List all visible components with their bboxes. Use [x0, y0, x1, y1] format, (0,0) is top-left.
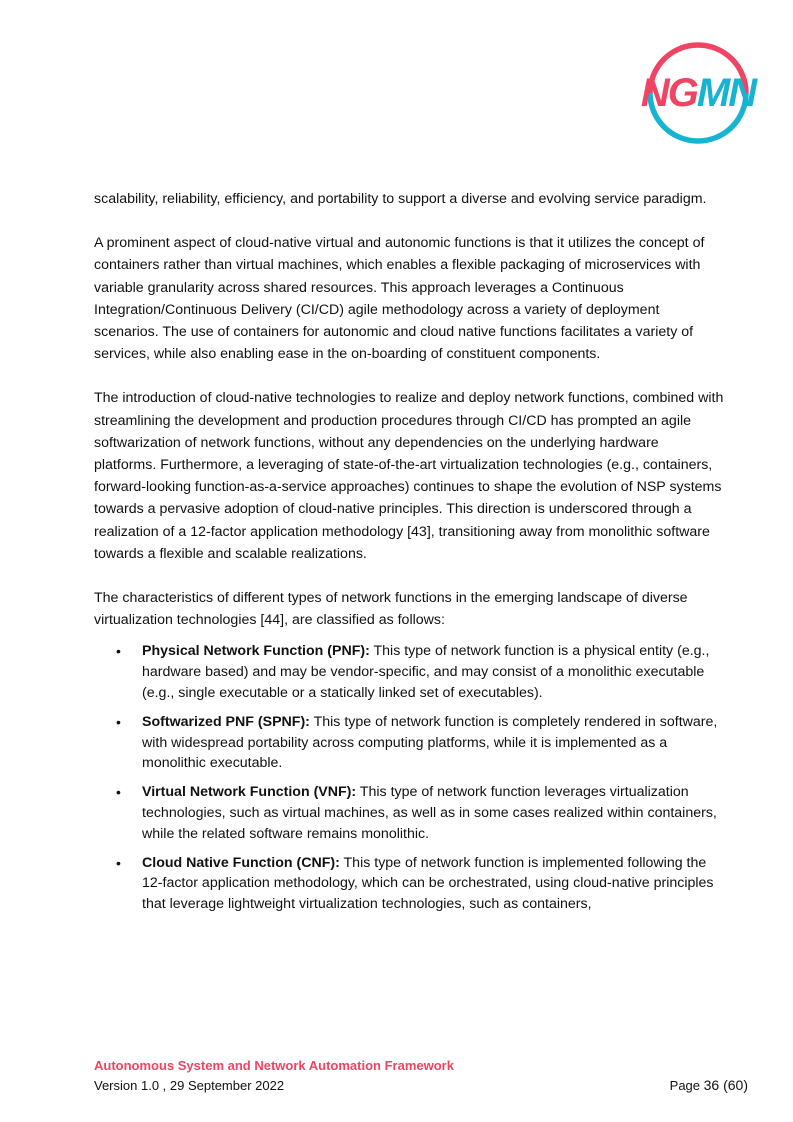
footer-version: Version 1.0 , 29 September 2022	[94, 1078, 285, 1093]
footer-document-title: Autonomous System and Network Automation Framework	[94, 1058, 454, 1073]
list-item-term: Cloud Native Function (CNF):	[142, 854, 340, 871]
list-item-pnf	[94, 641, 724, 703]
list-item-cnf	[94, 853, 724, 915]
list-item-term: Virtual Network Function (VNF):	[142, 784, 357, 801]
list-item-text: This type of network function is a physical entity (e.g., hardware based) and may be vendor-specific, and may consist of a monolithic executable (e.g., single executable or a statically linked set of executables).	[142, 643, 710, 702]
list-item-spnf	[94, 712, 724, 774]
paragraph: A prominent aspect of cloud-native virtual and autonomic functions is that it utilizes the concept of containers rather than virtual machines, which enables a flexible packaging of microservices with variable granularity across shared resources. This approach leverages a Continuous Integration/Continuous Delivery (CI/CD) agile methodology across a variety of deployment scenarios. The use of containers for autonomic and cloud native functions facilitates a variety of services, while also enabling ease in the on-boarding of constituent components.	[94, 235, 705, 363]
logo-text	[636, 69, 760, 117]
list-item-term: Physical Network Function (PNF):	[142, 643, 370, 660]
paragraph: The characteristics of different types of network functions in the emerging landscape of diverse virtualization technologies [44], are classified as follows:	[94, 590, 688, 629]
logo-text-mn: MN	[696, 71, 756, 115]
page-body	[94, 188, 724, 923]
logo-text-ng: NG	[640, 71, 697, 115]
page-label: Page	[669, 1078, 704, 1093]
list-item-text: This type of network function is completely rendered in software, with widespread portability across computing platforms, while it is implemented as a monolithic executable.	[142, 713, 718, 772]
page-number	[670, 1077, 748, 1093]
list-item-text: This type of network function leverages virtualization technologies, such as virtual machines, as well as in some cases realized within containers, while the related software remains monolithic.	[142, 784, 717, 842]
bullet-icon: •	[116, 854, 121, 871]
paragraph: scalability, reliability, efficiency, and portability to support a diverse and evolving service paradigm.	[94, 191, 707, 207]
bullet-icon: •	[116, 784, 121, 801]
list-item-vnf	[94, 782, 724, 844]
bullet-icon: •	[116, 713, 121, 730]
list-item-text: This type of network function is implemented following the 12-factor application methodology, which can be orchestrated, using cloud-native principles that leverage lightweight virtualization technologies, such as containers,	[142, 854, 714, 913]
ngmn-logo	[636, 31, 760, 155]
paragraph: The introduction of cloud-native technologies to realize and deploy network functions, combined with streamlining the development and production procedures through CI/CD has prompted an agile softwarization of network functions, without any dependencies on the underlying hardware platforms. Furthermore, a leveraging of state-of-the-art virtualization technologies (e.g., containers, forward-looking function-as-a-service approaches) continues to shape the evolution of NSP systems towards a pervasive adoption of cloud-native principles. This direction is underscored through a realization of a 12-factor application methodology [43], transitioning away from monolithic software towards a flexible and scalable realizations.	[94, 390, 724, 562]
bullet-icon: •	[116, 643, 121, 660]
network-function-types-list	[94, 641, 724, 915]
page-number-value: 36 (60)	[703, 1077, 748, 1093]
list-item-term: Softwarized PNF (SPNF):	[142, 713, 310, 730]
